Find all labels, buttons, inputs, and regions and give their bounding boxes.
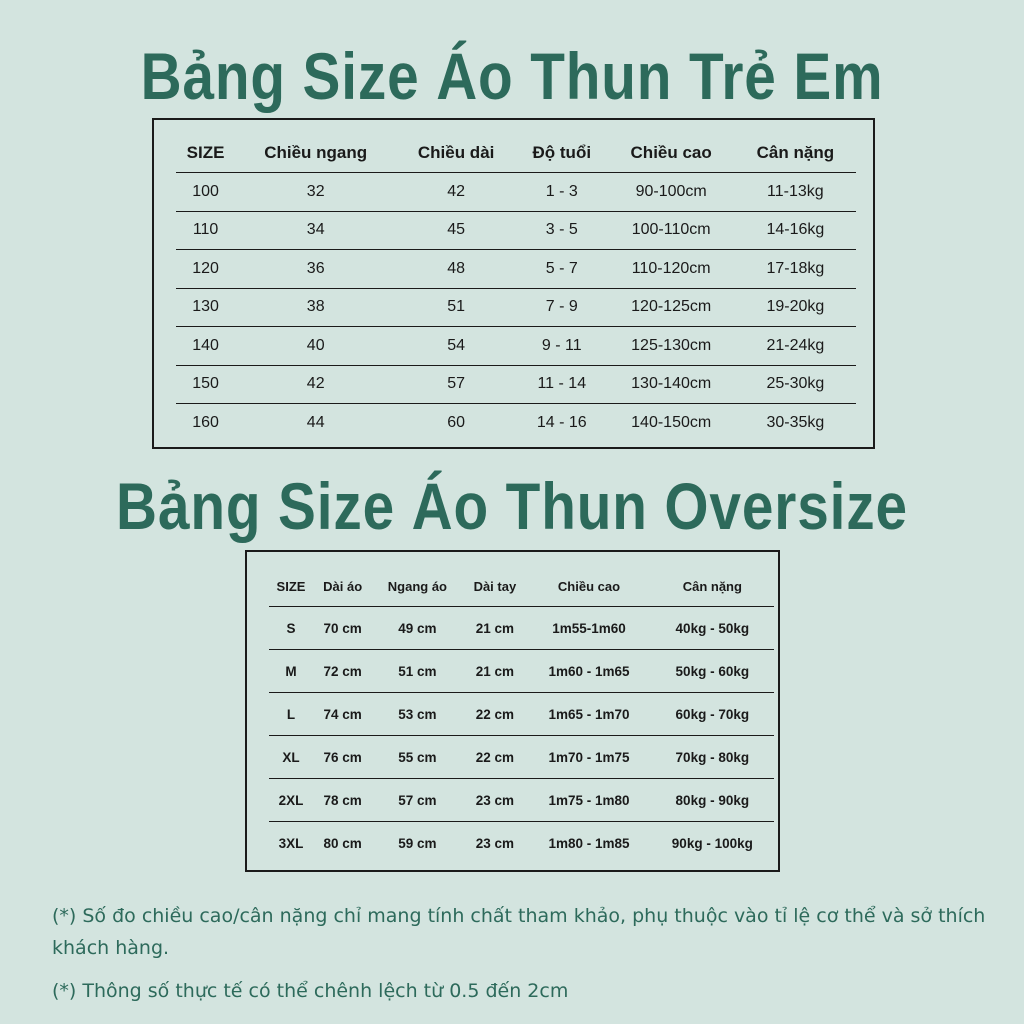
oversize-table-cell: 50kg - 60kg <box>651 650 774 693</box>
kids-header-weight: Cân nặng <box>756 143 835 162</box>
kids-table-cell: 25-30kg <box>735 365 856 404</box>
oversize-table-cell: 90kg - 100kg <box>651 822 774 865</box>
oversize-table-cell: 78 cm <box>313 779 372 822</box>
kids-table-cell: 14-16kg <box>735 211 856 250</box>
kids-table-cell: 57 <box>396 365 516 404</box>
oversize-table-cell: 60kg - 70kg <box>651 693 774 736</box>
kids-table-header-row <box>176 134 856 173</box>
kids-table-cell: 110 <box>176 211 235 250</box>
kids-table-row <box>176 250 856 289</box>
kids-table-cell: 34 <box>235 211 396 250</box>
kids-table-cell: 7 - 9 <box>516 288 608 327</box>
kids-table-cell: 160 <box>176 404 235 442</box>
oversize-header-size: SIZE <box>276 578 306 594</box>
oversize-table-cell: 22 cm <box>462 693 527 736</box>
kids-table-cell: 48 <box>396 250 516 289</box>
kids-table-cell: 51 <box>396 288 516 327</box>
oversize-table-cell: 23 cm <box>462 779 527 822</box>
oversize-table-row <box>269 650 774 693</box>
oversize-size-table <box>269 566 774 864</box>
kids-size-title: Bảng Size Áo Thun Trẻ Em <box>140 39 884 113</box>
kids-table-cell: 32 <box>235 173 396 212</box>
kids-table-cell: 100-110cm <box>608 211 735 250</box>
kids-table-cell: 11 - 14 <box>516 365 608 404</box>
kids-table-cell: 125-130cm <box>608 327 735 366</box>
kids-table-cell: 54 <box>396 327 516 366</box>
kids-table-row <box>176 365 856 404</box>
oversize-table-cell: S <box>269 607 313 650</box>
oversize-table-cell: 74 cm <box>313 693 372 736</box>
oversize-table-cell: 2XL <box>269 779 313 822</box>
kids-table-cell: 17-18kg <box>735 250 856 289</box>
kids-table-cell: 140-150cm <box>608 404 735 442</box>
oversize-table-cell: 1m80 - 1m85 <box>527 822 650 865</box>
oversize-header-sleeve: Dài tay <box>473 578 517 594</box>
oversize-table-cell: 3XL <box>269 822 313 865</box>
oversize-header-height: Chiều cao <box>557 578 621 594</box>
kids-table-cell: 38 <box>235 288 396 327</box>
kids-table-cell: 19-20kg <box>735 288 856 327</box>
kids-table-row <box>176 327 856 366</box>
oversize-table-cell: 80kg - 90kg <box>651 779 774 822</box>
oversize-table-cell: 55 cm <box>372 736 462 779</box>
oversize-table-row <box>269 822 774 865</box>
kids-table-cell: 14 - 16 <box>516 404 608 442</box>
kids-table-cell: 130 <box>176 288 235 327</box>
kids-table-cell: 150 <box>176 365 235 404</box>
oversize-table-cell: 70 cm <box>313 607 372 650</box>
kids-table-cell: 1 - 3 <box>516 173 608 212</box>
oversize-header-width: Ngang áo <box>387 578 447 594</box>
oversize-table-cell: 76 cm <box>313 736 372 779</box>
kids-table-cell: 100 <box>176 173 235 212</box>
oversize-table-cell: 1m70 - 1m75 <box>527 736 650 779</box>
oversize-table-cell: 80 cm <box>313 822 372 865</box>
oversize-table-cell: 21 cm <box>462 607 527 650</box>
oversize-table-cell: 70kg - 80kg <box>651 736 774 779</box>
oversize-table-cell: L <box>269 693 313 736</box>
kids-table-row <box>176 173 856 212</box>
oversize-table-cell: 57 cm <box>372 779 462 822</box>
kids-table-cell: 40 <box>235 327 396 366</box>
kids-header-width: Chiều ngang <box>264 143 368 162</box>
oversize-table-cell: 23 cm <box>462 822 527 865</box>
kids-table-cell: 36 <box>235 250 396 289</box>
kids-table-cell: 30-35kg <box>735 404 856 442</box>
kids-table-cell: 140 <box>176 327 235 366</box>
oversize-table-cell: 53 cm <box>372 693 462 736</box>
kids-header-size: SIZE <box>186 143 225 162</box>
kids-size-table <box>176 134 856 442</box>
kids-table-cell: 11-13kg <box>735 173 856 212</box>
kids-table-cell: 3 - 5 <box>516 211 608 250</box>
kids-table-cell: 120-125cm <box>608 288 735 327</box>
oversize-table-cell: 59 cm <box>372 822 462 865</box>
oversize-table-header-row <box>269 566 774 607</box>
oversize-table-cell: 1m55-1m60 <box>527 607 650 650</box>
kids-size-table-frame <box>152 118 875 449</box>
oversize-table-row <box>269 693 774 736</box>
oversize-size-table-frame <box>245 550 780 872</box>
kids-header-length: Chiều dài <box>417 143 495 162</box>
kids-table-cell: 90-100cm <box>608 173 735 212</box>
kids-table-cell: 45 <box>396 211 516 250</box>
kids-table-cell: 9 - 11 <box>516 327 608 366</box>
kids-table-cell: 5 - 7 <box>516 250 608 289</box>
kids-table-cell: 120 <box>176 250 235 289</box>
kids-table-cell: 42 <box>235 365 396 404</box>
note-reference: (*) Số đo chiều cao/cân nặng chỉ mang tính chất tham khảo, phụ thuộc vào tỉ lệ cơ thể và sở thích khách hàng. <box>52 905 986 959</box>
kids-header-age: Độ tuổi <box>532 143 592 162</box>
kids-table-row <box>176 211 856 250</box>
kids-table-cell: 21-24kg <box>735 327 856 366</box>
oversize-header-length: Dài áo <box>323 578 363 594</box>
kids-table-cell: 42 <box>396 173 516 212</box>
oversize-table-cell: M <box>269 650 313 693</box>
kids-header-height: Chiều cao <box>630 143 712 162</box>
oversize-table-cell: 49 cm <box>372 607 462 650</box>
oversize-table-cell: 1m60 - 1m65 <box>527 650 650 693</box>
oversize-table-row <box>269 779 774 822</box>
oversize-table-row <box>269 736 774 779</box>
oversize-size-title: Bảng Size Áo Thun Oversize <box>116 469 908 543</box>
oversize-table-cell: 1m65 - 1m70 <box>527 693 650 736</box>
kids-table-cell: 60 <box>396 404 516 442</box>
note-tolerance: (*) Thông số thực tế có thể chênh lệch từ 0.5 đến 2cm <box>52 980 569 1002</box>
oversize-header-weight: Cân nặng <box>682 578 742 594</box>
kids-table-cell: 44 <box>235 404 396 442</box>
kids-table-row <box>176 288 856 327</box>
oversize-table-cell: XL <box>269 736 313 779</box>
oversize-table-cell: 21 cm <box>462 650 527 693</box>
oversize-table-cell: 40kg - 50kg <box>651 607 774 650</box>
oversize-table-cell: 51 cm <box>372 650 462 693</box>
oversize-table-row <box>269 607 774 650</box>
kids-table-row <box>176 404 856 442</box>
oversize-table-cell: 1m75 - 1m80 <box>527 779 650 822</box>
oversize-table-cell: 72 cm <box>313 650 372 693</box>
kids-table-cell: 110-120cm <box>608 250 735 289</box>
kids-table-cell: 130-140cm <box>608 365 735 404</box>
oversize-table-cell: 22 cm <box>462 736 527 779</box>
